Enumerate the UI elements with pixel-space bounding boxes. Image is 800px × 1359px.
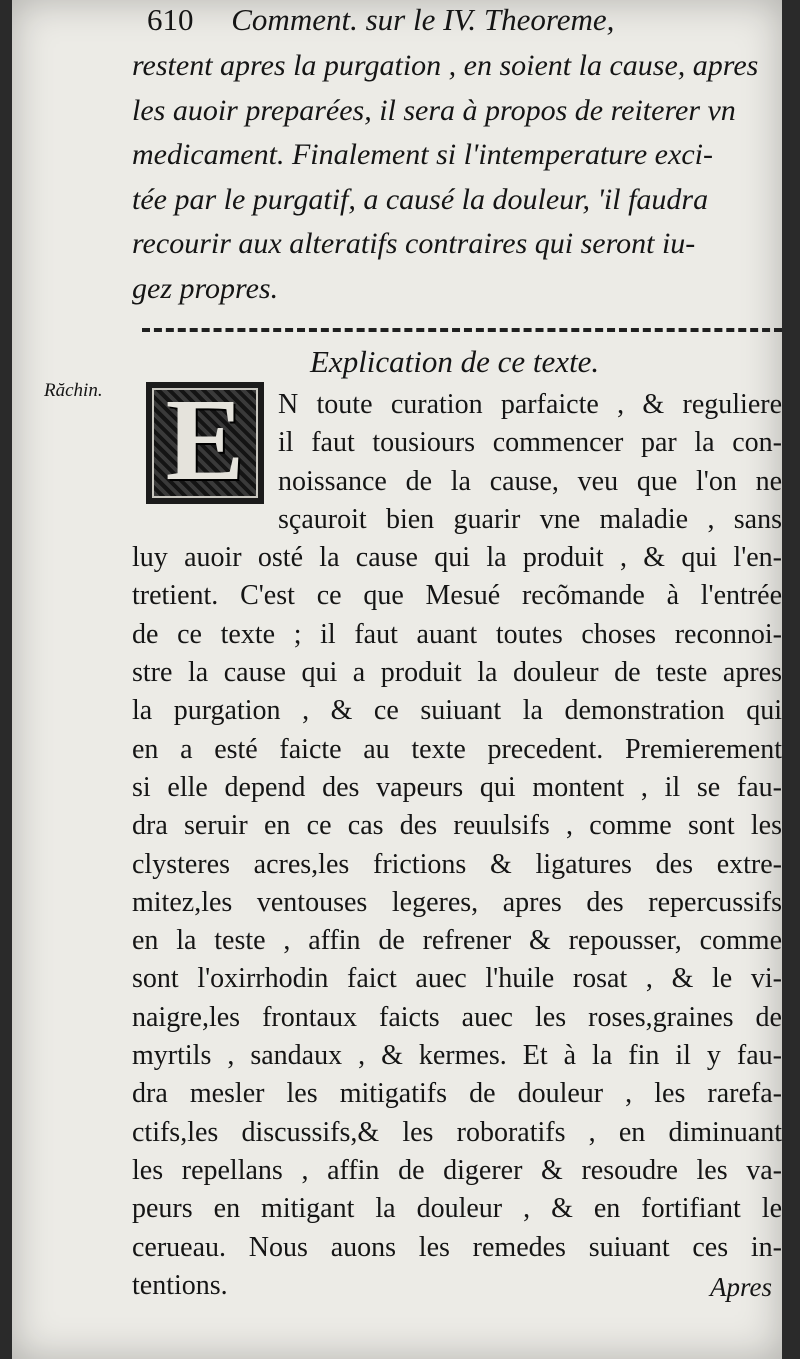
body-line: ctifs,les discussifs,& les roboratifs , en diminuant [132,1116,782,1148]
catchword: Apres [710,1272,772,1302]
section-divider [142,328,782,332]
italic-paragraph [132,44,782,311]
body-line: mitez,les ventouses legeres, apres des repercussifs [132,886,782,918]
italic-line: restent apres la purgation , en soient la cause, apres [132,49,759,82]
body-line: myrtils , sandaux , & kermes. Et à la fin il y fau- [132,1040,782,1072]
book-page [12,0,782,1359]
body-line: si elle depend des vapeurs qui montent , il se fau- [132,771,782,803]
body-line: il faut tousiours commencer par la con- [278,427,782,459]
body-line: dra mesler les mitigatifs de douleur , les rarefa- [132,1078,782,1110]
initial-letter: E [165,374,245,505]
body-line: les repellans , affin de digerer & resoudre les va- [132,1154,782,1186]
body-line: cerueau. Nous auons les remedes suiuant ces in- [132,1231,782,1263]
body-line: peurs en mitigant la douleur , & en fortifiant le [132,1193,782,1225]
running-header [147,0,782,42]
margin-note: Răchin. [44,380,103,401]
body-line: naigre,les frontaux faicts auec les roses,graines de [132,1001,782,1033]
body-line: luy auoir osté la cause qui la produit , & qui l'en- [132,542,782,574]
body-line: noissance de la cause, veu que l'on ne [278,465,782,497]
italic-line: tée par le purgatif, a causé la douleur, 'il faudra [132,182,709,216]
body-line: sçauroit bien guarir vne maladie , sans [278,503,782,535]
body-line: sont l'oxirrhodin faict auec l'huile rosat , & le vi- [132,963,782,995]
body-line: en la teste , affin de refrener & repousser, comme [132,925,782,957]
italic-line: recourir aux alteratifs contraires qui seront iu- [132,227,696,260]
page-number: 610 [147,2,194,37]
body-line: clysteres acres,les frictions & ligatures des extre- [132,848,782,880]
body-line: stre la cause qui a produit la douleur de teste apres [132,657,782,689]
italic-line: gez propres. [132,271,279,305]
body-line: la purgation , & ce suiuant la demonstration qui [132,695,782,727]
running-title: Comment. sur le IV. Theoreme, [231,2,615,37]
body-paragraph [132,386,782,1305]
body-line: de ce texte ; il faut auant toutes choses reconnoi- [132,618,782,650]
body-line: dra seruir en ce cas des reuulsifs , comme sont les [132,810,782,842]
italic-line: les auoir preparées, il sera à propos de reiterer vn [132,93,736,127]
body-line: en a esté faicte au texte precedent. Premierement [132,733,782,765]
section-title: Explication de ce texte. [310,344,600,379]
body-line: tretient. C'est ce que Mesué recõmande à l'entrée [132,580,782,612]
italic-line: medicament. Finalement si l'intemperature exci- [132,138,713,171]
body-line: N toute curation parfaicte , & reguliere [278,389,782,420]
body-line: tentions. [132,1269,228,1301]
